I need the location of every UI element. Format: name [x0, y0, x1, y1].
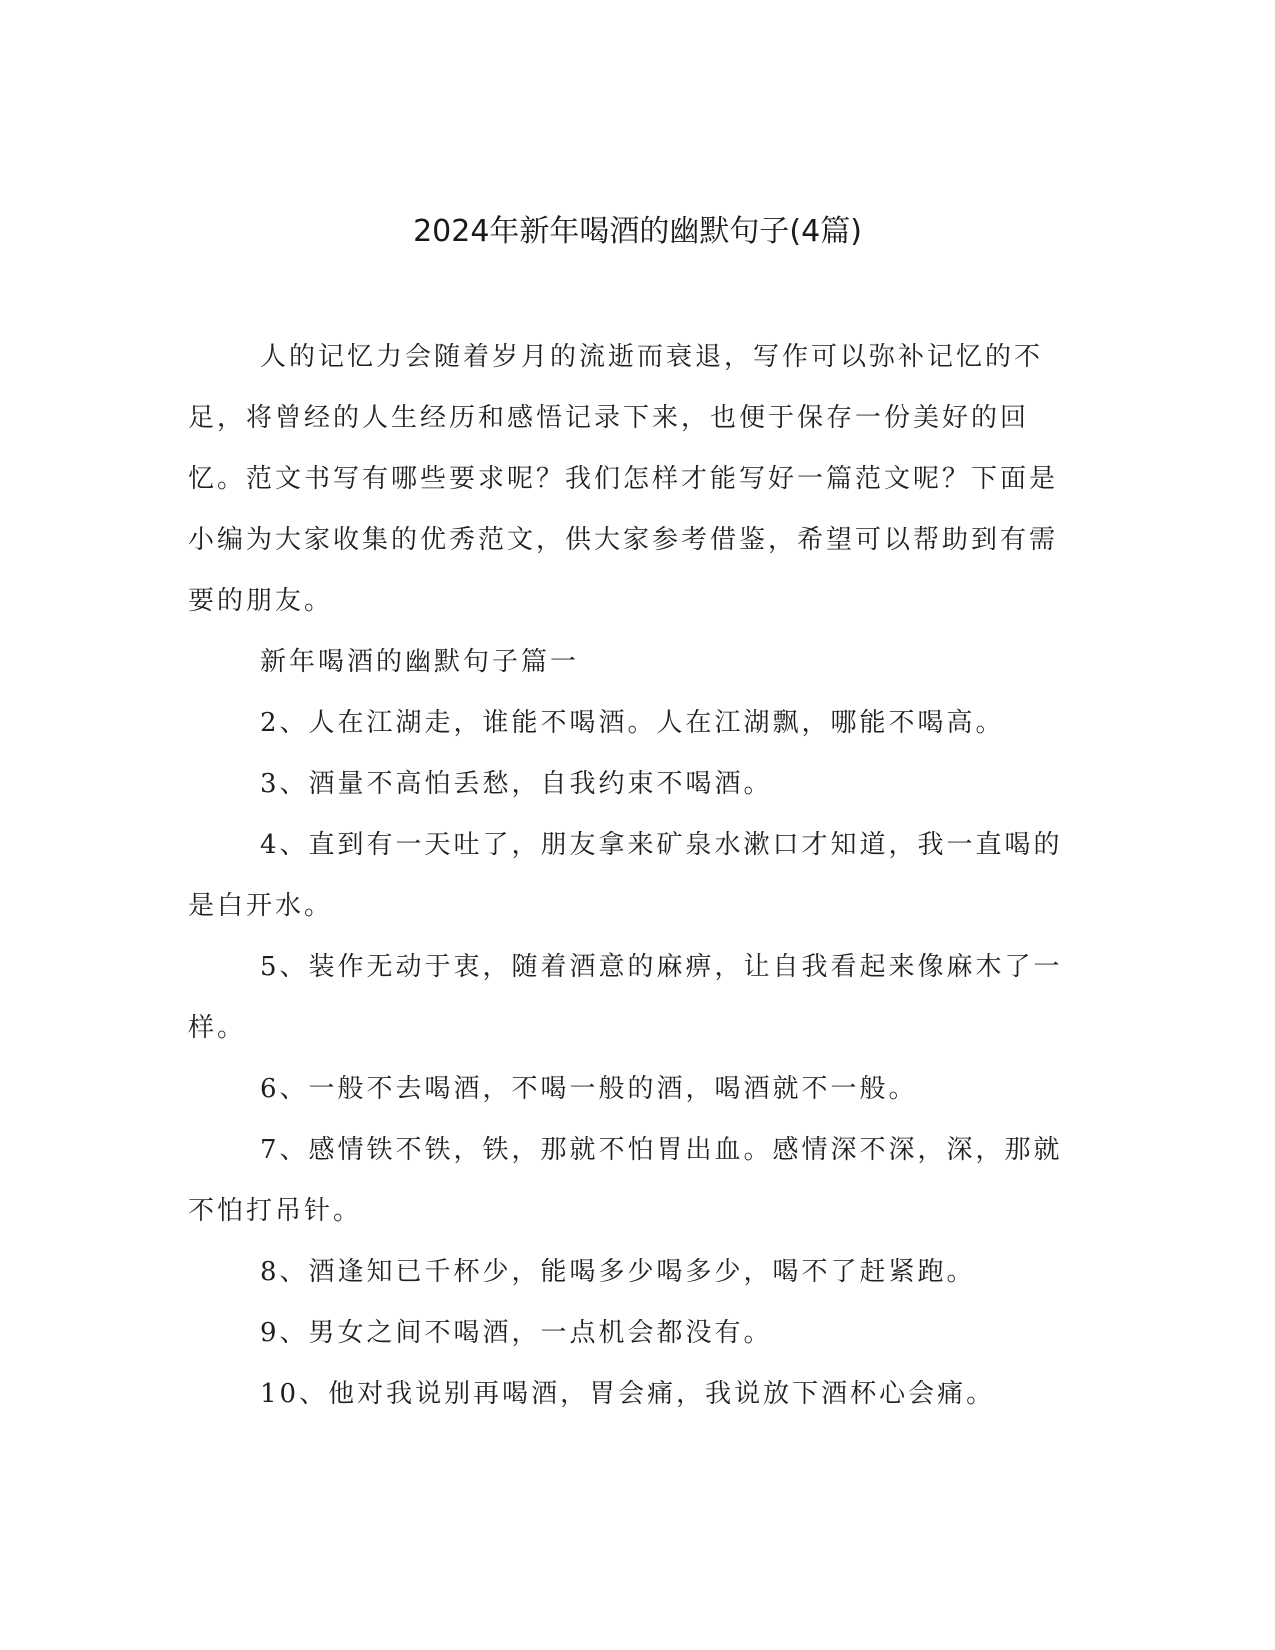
section-heading: 新年喝酒的幽默句子篇一 [260, 647, 580, 677]
list-item: 8、酒逢知已千杯少，能喝多少喝多少，喝不了赶紧跑。 [260, 1257, 976, 1287]
document-body [188, 327, 1068, 1425]
list-item: 3、酒量不高怕丢愁，自我约束不喝酒。 [260, 769, 773, 799]
document-title: 2024年新年喝酒的幽默句子(4篇) [413, 214, 862, 249]
list-item: 10、他对我说别再喝酒，胃会痛，我说放下酒杯心会痛。 [260, 1379, 996, 1409]
list-item: 6、一般不去喝酒，不喝一般的酒，喝酒就不一般。 [260, 1074, 918, 1104]
list-item: 7、感情铁不铁，铁，那就不怕胃出血。感情深不深，深，那就不怕打吊针。 [188, 1135, 1063, 1226]
list-item: 9、男女之间不喝酒，一点机会都没有。 [260, 1318, 773, 1348]
list-item: 2、人在江湖走，谁能不喝酒。人在江湖飘，哪能不喝高。 [260, 708, 1005, 738]
list-item: 4、直到有一天吐了，朋友拿来矿泉水漱口才知道，我一直喝的是白开水。 [188, 830, 1063, 921]
list-item: 5、装作无动于衷，随着酒意的麻痹，让自我看起来像麻木了一样。 [188, 952, 1063, 1043]
intro-paragraph: 人的记忆力会随着岁月的流逝而衰退，写作可以弥补记忆的不足，将曾经的人生经历和感悟记录下来，也便于保存一份美好的回忆。范文书写有哪些要求呢？我们怎样才能写好一篇范文呢？下面是小编为大家收集的优秀范文，供大家参考借鉴，希望可以帮助到有需要的朋友。 [188, 342, 1059, 616]
